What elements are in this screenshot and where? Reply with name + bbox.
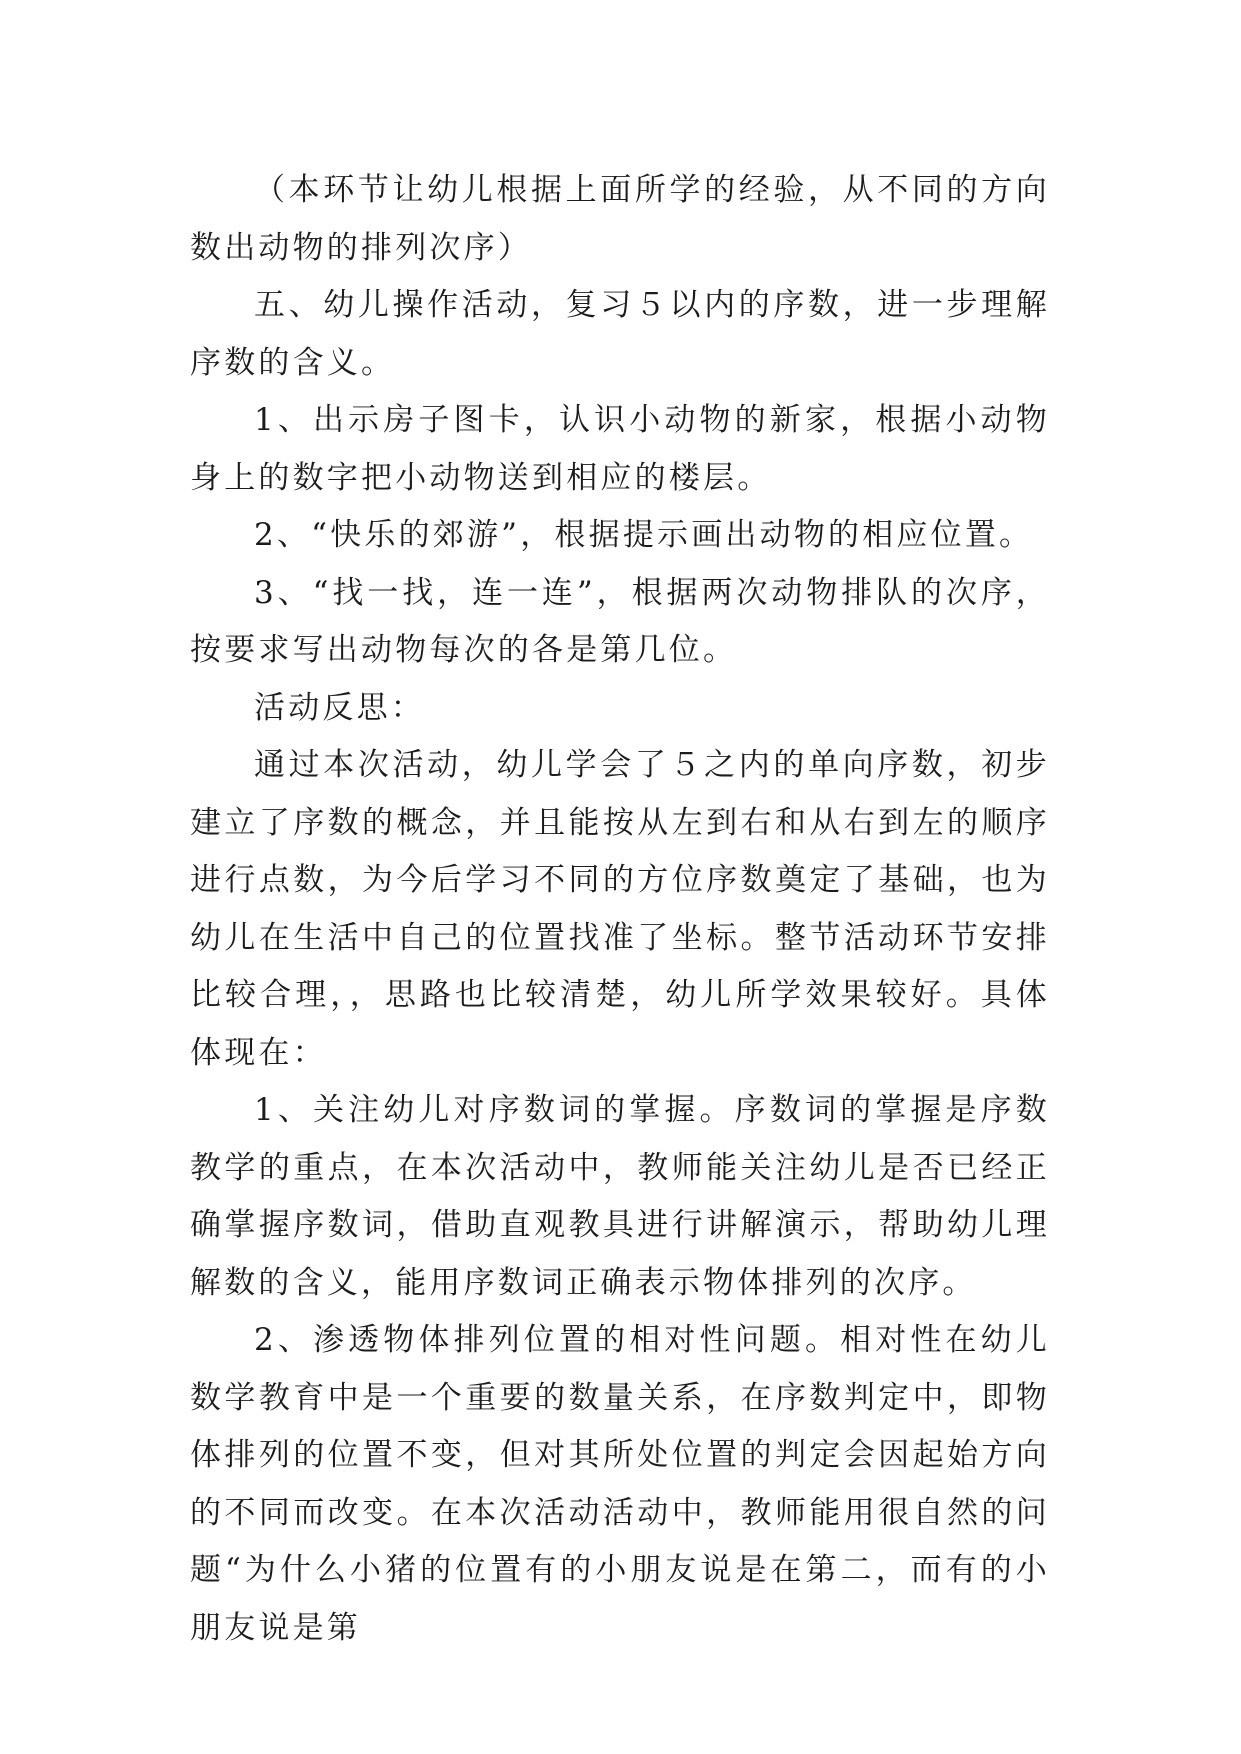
paragraph-step-1: 1、出示房子图卡，认识小动物的新家，根据小动物身上的数字把小动物送到相应的楼层。 (190, 402, 1050, 496)
paragraph-reflection-point-1: 1、关注幼儿对序数词的掌握。序数词的掌握是序数教学的重点，在本次活动中，教师能关注幼儿是否已经正确掌握序数词，借助直观教具进行讲解演示，帮助幼儿理解数的含义，能用序数词正确表示物体排列的次序。 (190, 1092, 1050, 1301)
paragraph-reflection-point-2: 2、渗透物体排列位置的相对性问题。相对性在幼儿数学教育中是一个重要的数量关系，在序数判定中，即物体排列的位置不变，但对其所处位置的判定会因起始方向的不同而改变。在本次活动活动中，教师能用很自然的问题“为什么小猪的位置有的小朋友说是在第二，而有的小朋友说是第 (190, 1322, 1050, 1646)
paragraph-section-five-heading: 五、幼儿操作活动，复习５以内的序数，进一步理解序数的含义。 (190, 287, 1050, 381)
paragraph-reflection-heading: 活动反思： (254, 689, 425, 726)
paragraph-step-2: 2、“快乐的郊游”，根据提示画出动物的相应位置。 (254, 517, 1034, 553)
paragraph-step-3: 3、“找一找，连一连”，根据两次动物排队的次序，按要求写出动物每次的各是第几位。 (190, 574, 1050, 668)
paragraph-reflection-summary: 通过本次活动，幼儿学会了５之内的单向序数，初步建立了序数的概念，并且能按从左到右和从右到左的顺序进行点数，为今后学习不同的方位序数奠定了基础，也为幼儿在生活中自己的位置找准了坐标。整节活动环节安排比较合理，，思路也比较清楚，幼儿所学效果较好。具体体现在： (190, 747, 1050, 1071)
document-body (190, 162, 1050, 1657)
paragraph-section-note: （本环节让幼儿根据上面所学的经验，从不同的方向数出动物的排列次序） (190, 172, 1050, 266)
